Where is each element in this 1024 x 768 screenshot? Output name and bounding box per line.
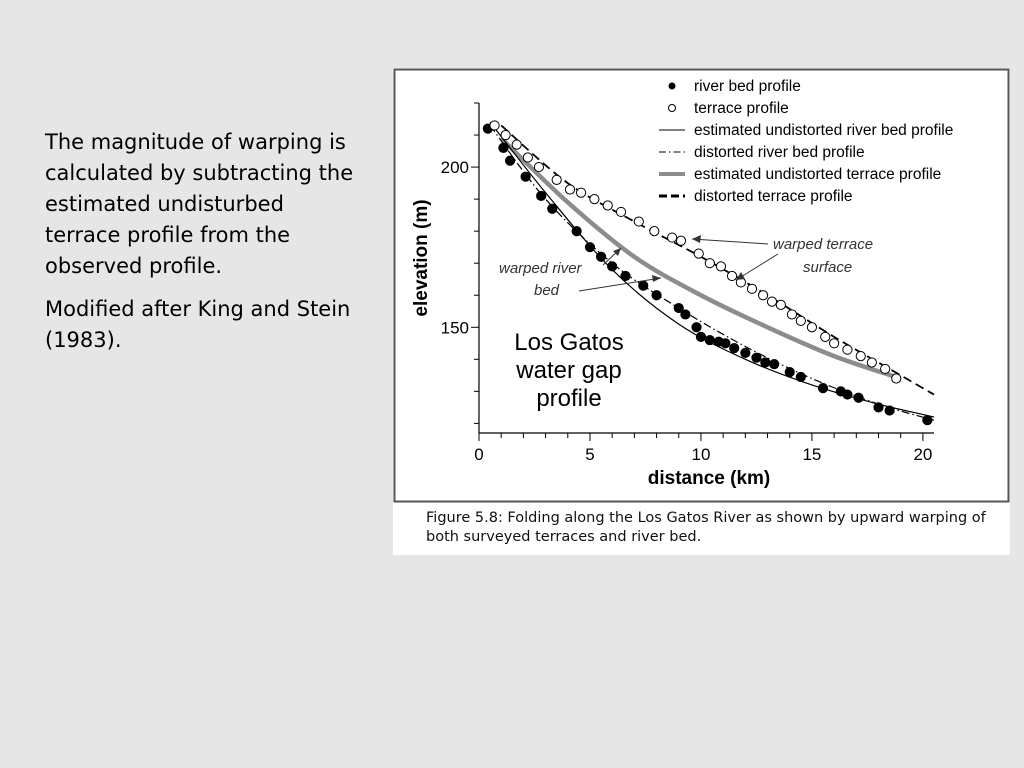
terrace-point [490,121,499,130]
legend-label-est-terrace: estimated undistorted terrace profile [694,166,942,183]
annotation-warped-river-line-2: bed [534,282,560,299]
legend-marker-open-circle [669,105,676,112]
terrace-point [758,291,767,300]
river-bed-point [785,368,794,377]
legend-label-distorted-river-bed: distorted river bed profile [694,144,865,161]
river-bed-point [608,262,617,271]
terrace-point [667,233,676,242]
terrace-point [576,188,585,197]
terrace-point [616,207,625,216]
terrace-point [634,217,643,226]
terrace-point [796,316,805,325]
terrace-point [843,345,852,354]
terrace-point [565,185,574,194]
x-tick-label: 15 [802,445,822,464]
terrace-point [501,130,510,139]
x-tick-label: 0 [474,445,484,464]
chart-title-line-1: Los Gatos [514,329,624,356]
terrace-point [676,236,685,245]
chart-title-line-3: profile [536,385,602,412]
river-bed-point [537,191,546,200]
river-bed-point [843,390,852,399]
terrace-point [694,249,703,258]
river-bed-point [761,358,770,367]
terrace-point [830,339,839,348]
x-tick-label: 10 [691,445,711,464]
river-bed-point [596,252,605,261]
terrace-point [807,323,816,332]
river-bed-point [741,348,750,357]
slide-text-block [45,127,365,368]
x-tick-label: 5 [585,445,595,464]
annotation-warped-terrace-line-1: warped terrace [773,236,874,253]
x-axis-label: distance (km) [647,468,771,489]
chart-title-line-2: water gap [516,357,622,384]
terrace-point [856,352,865,361]
legend-marker-filled-circle [669,83,676,90]
terrace-point [727,271,736,280]
y-axis-label: elevation (m) [411,199,432,317]
river-bed-point [854,393,863,402]
terrace-point [776,300,785,309]
river-bed-point [721,339,730,348]
terrace-point [590,195,599,204]
river-bed-point [621,271,630,280]
figure-panel [393,68,1010,555]
river-bed-point [730,343,739,352]
river-bed-point [548,204,557,213]
river-bed-point [705,335,714,344]
river-bed-point [639,281,648,290]
terrace-point [787,310,796,319]
legend-label-terrace: terrace profile [694,100,789,117]
legend-label-distorted-terrace: distorted terrace profile [694,188,853,205]
river-bed-point [521,172,530,181]
y-tick-label: 150 [440,318,469,338]
slide-paragraph-1: The magnitude of warping is calculated by subtracting the estimated undisturbed terrace profile from the observed profile. [45,130,354,278]
river-bed-point [681,310,690,319]
river-bed-point [505,156,514,165]
river-bed-point [499,143,508,152]
terrace-point [650,227,659,236]
terrace-point [881,364,890,373]
slide-paragraph-2: Modified after King and Stein (1983). [45,297,351,352]
river-bed-point [752,353,761,362]
terrace-point [867,358,876,367]
river-bed-point [692,323,701,332]
river-bed-point [696,332,705,341]
river-bed-point [818,384,827,393]
terrace-point [767,297,776,306]
x-tick-label: 20 [913,445,933,464]
terrace-point [716,262,725,271]
terrace-point [705,259,714,268]
annotation-warped-river-line-1: warped river [499,260,582,277]
river-bed-point [923,416,932,425]
annotation-warped-terrace-line-2: surface [803,259,853,276]
terrace-point [552,175,561,184]
river-bed-point [652,291,661,300]
terrace-point [747,284,756,293]
river-bed-point [885,406,894,415]
river-bed-point [874,403,883,412]
river-bed-point [770,360,779,369]
terrace-point [821,332,830,341]
y-tick-label: 200 [440,158,469,178]
river-bed-point [796,372,805,381]
terrace-point [603,201,612,210]
river-bed-point [572,227,581,236]
chart-svg [393,68,1010,555]
figure-caption: Figure 5.8: Folding along the Los Gatos River as shown by upward warping of both surveyed terraces and river bed. [426,510,986,545]
legend-label-est-river-bed: estimated undistorted river bed profile [694,122,954,139]
terrace-point [892,374,901,383]
terrace-point [512,140,521,149]
terrace-point [523,153,532,162]
terrace-point [534,162,543,171]
river-bed-point [585,243,594,252]
legend-label-river-bed: river bed profile [694,78,801,95]
